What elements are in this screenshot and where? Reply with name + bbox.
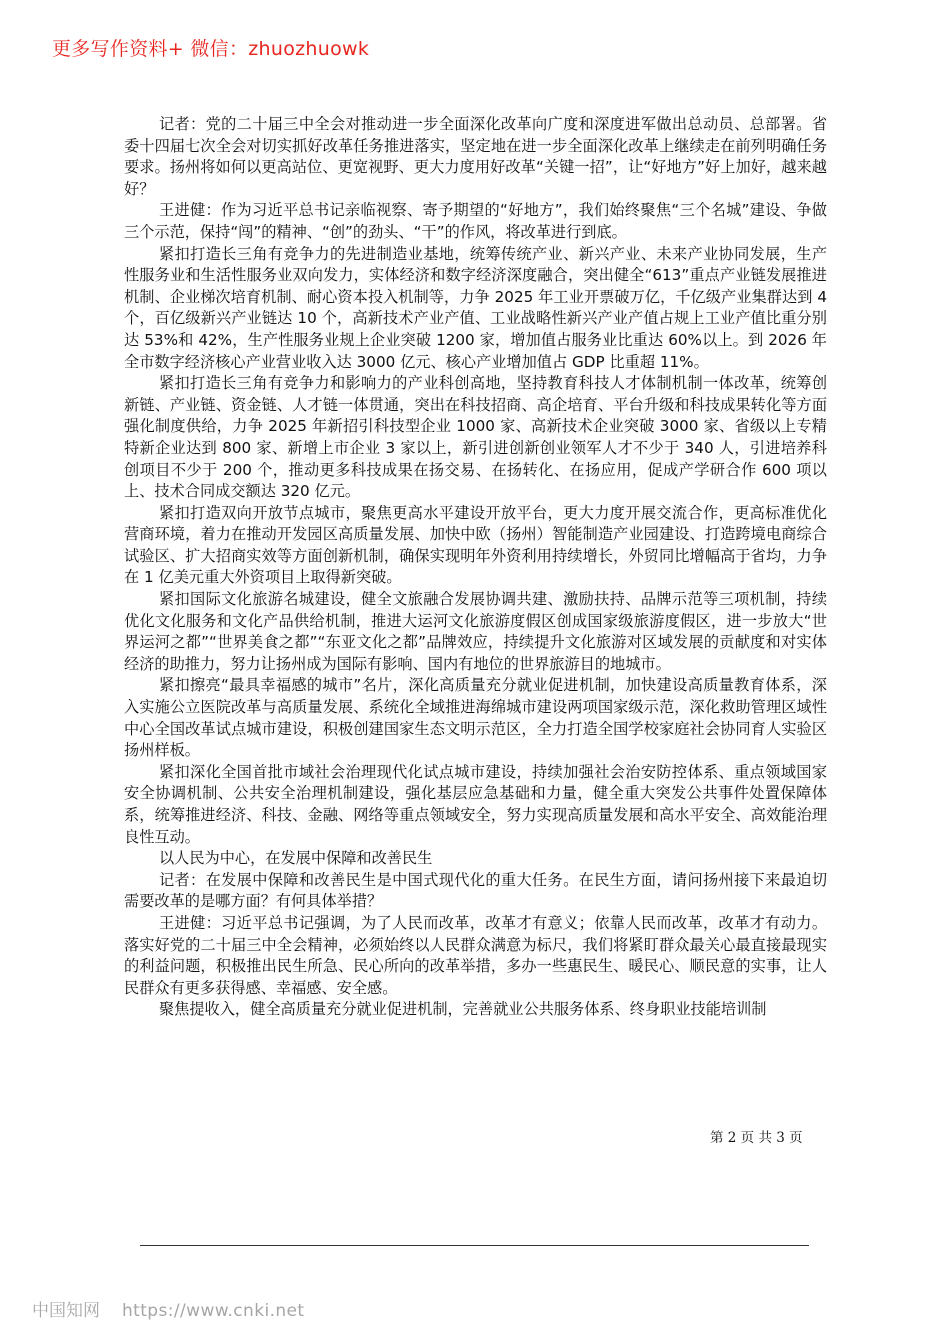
section-heading: 以人民为中心，在发展中保障和改善民生 (158, 849, 433, 868)
paragraph: 紧扣打造双向开放节点城市，聚焦更高水平建设开放平台，更大力度开展交流合作，更高标准优化营商环境，着力在推动开发园区高质量发展、加快中欧（扬州）智能制造产业园建设、打造跨境电商综合试验区、扩大招商实效等方面创新机制，确保实现明年外资利用持续增长，外贸同比增幅高于省均，力争在 1 亿美元重大外资项目上取得新突破。 (124, 503, 827, 587)
article-body (124, 114, 827, 1021)
paragraph: 紧扣擦亮“最具幸福感的城市”名片，深化高质量充分就业促进机制，加快建设高质量教育体系，深入实施公立医院改革与高质量发展、系统化全域推进海绵城市建设两项国家级示范，深化救助管理区域性中心全国改革试点城市建设，积极创建国家生态文明示范区，全力打造全国学校家庭社会协同育人实验区扬州样板。 (124, 676, 827, 760)
paragraph: 紧扣深化全国首批市域社会治理现代化试点城市建设，持续加强社会治安防控体系、重点领域国家安全协调机制、公共安全治理机制建设，强化基层应急基础和力量，健全重大突发公共事件处置保障体系，统筹推进经济、科技、金融、网络等重点领域安全，努力实现高质量发展和高水平安全、高效能治理良性互动。 (124, 762, 827, 846)
paragraph: 紧扣打造长三角有竞争力的先进制造业基地，统筹传统产业、新兴产业、未来产业协同发展，生产性服务业和生活性服务业双向发力，实体经济和数字经济深度融合，突出健全“613”重点产业链发展推进机制、企业梯次培育机制、耐心资本投入机制等，力争 2025 年工业开票破万亿，千亿级产业集群达到 4 个，百亿级新兴产业链达 10 个，高新技术产业产值、工业战略性新兴产业产值占规上工业产值比重分别达 53%和 42%，生产性服务业规上企业突破 1200 家，增加值占服务业比重达 60%以上。到 2026 年全市数字经济核心产业营业收入达 3000 亿元、核心产业增加值占 GDP 比重超 11%。 (124, 244, 827, 371)
watermark-brand: 中国知网 (32, 1301, 100, 1321)
paragraph: 王进健：习近平总书记强调，为了人民而改革，改革才有意义；依靠人民而改革，改革才有动力。落实好党的二十届三中全会精神，必须始终以人民群众满意为标尺，我们将紧盯群众最关心最直接最现实的利益问题，积极推出民生所急、民心所向的改革举措，多办一些惠民生、暖民心、顺民意的实事，让人民群众有更多获得感、幸福感、安全感。 (124, 913, 827, 997)
footer-divider (140, 1245, 809, 1246)
paragraph: 聚焦提收入，健全高质量充分就业促进机制，完善就业公共服务体系、终身职业技能培训制 (158, 1000, 767, 1019)
paragraph: 记者：党的二十届三中全会对推动进一步全面深化改革向广度和深度进军做出总动员、总部署。省委十四届七次全会对切实抓好改革任务推进落实，坚定地在进一步全面深化改革上继续走在前列明确任务要求。扬州将如何以更高站位、更宽视野、更大力度用好改革“关键一招”，让“好地方”好上加好，越来越好？ (124, 115, 827, 198)
watermark (32, 1296, 304, 1321)
page-number: 第 2 页 共 3 页 (710, 1130, 803, 1146)
paragraph: 紧扣打造长三角有竞争力和影响力的产业科创高地，坚持教育科技人才体制机制一体改革，统筹创新链、产业链、资金链、人才链一体贯通，突出在科技招商、高企培育、平台升级和科技成果转化等方面强化制度供给，力争 2025 年新招引科技型企业 1000 家、高新技术企业突破 3000 家、省级以上专精特新企业达到 800 家、新增上市企业 3 家以上，新引进创新创业领军人才不少于 340 人，引进培养科创项目不少于 200 个，推动更多科技成果在扬交易、在扬转化、在扬应用，促成产学研合作 600 项以上、技术合同成交额达 320 亿元。 (124, 374, 827, 501)
paragraph: 记者：在发展中保障和改善民生是中国式现代化的重大任务。在民生方面，请问扬州接下来最迫切需要改革的是哪方面？有何具体举措？ (124, 870, 827, 911)
watermark-url: https://www.cnki.net (122, 1301, 305, 1321)
paragraph: 紧扣国际文化旅游名城建设，健全文旅融合发展协调共建、激励扶持、品牌示范等三项机制，持续优化文化服务和文化产品供给机制，推进大运河文化旅游度假区创成国家级旅游度假区，进一步放大“世界运河之都”“世界美食之都”“东亚文化之都”品牌效应，持续提升文化旅游对区域发展的贡献度和对实体经济的助推力，努力让扬州成为国际有影响、国内有地位的世界旅游目的地城市。 (124, 590, 827, 673)
header-banner: 更多写作资料+ 微信：zhuozhuowk (52, 38, 370, 60)
paragraph: 王进健：作为习近平总书记亲临视察、寄予期望的“好地方”，我们始终聚焦“三个名城”建设、争做三个示范，保持“闯”的精神、“创”的劲头、“干”的作风，将改革进行到底。 (124, 201, 827, 241)
